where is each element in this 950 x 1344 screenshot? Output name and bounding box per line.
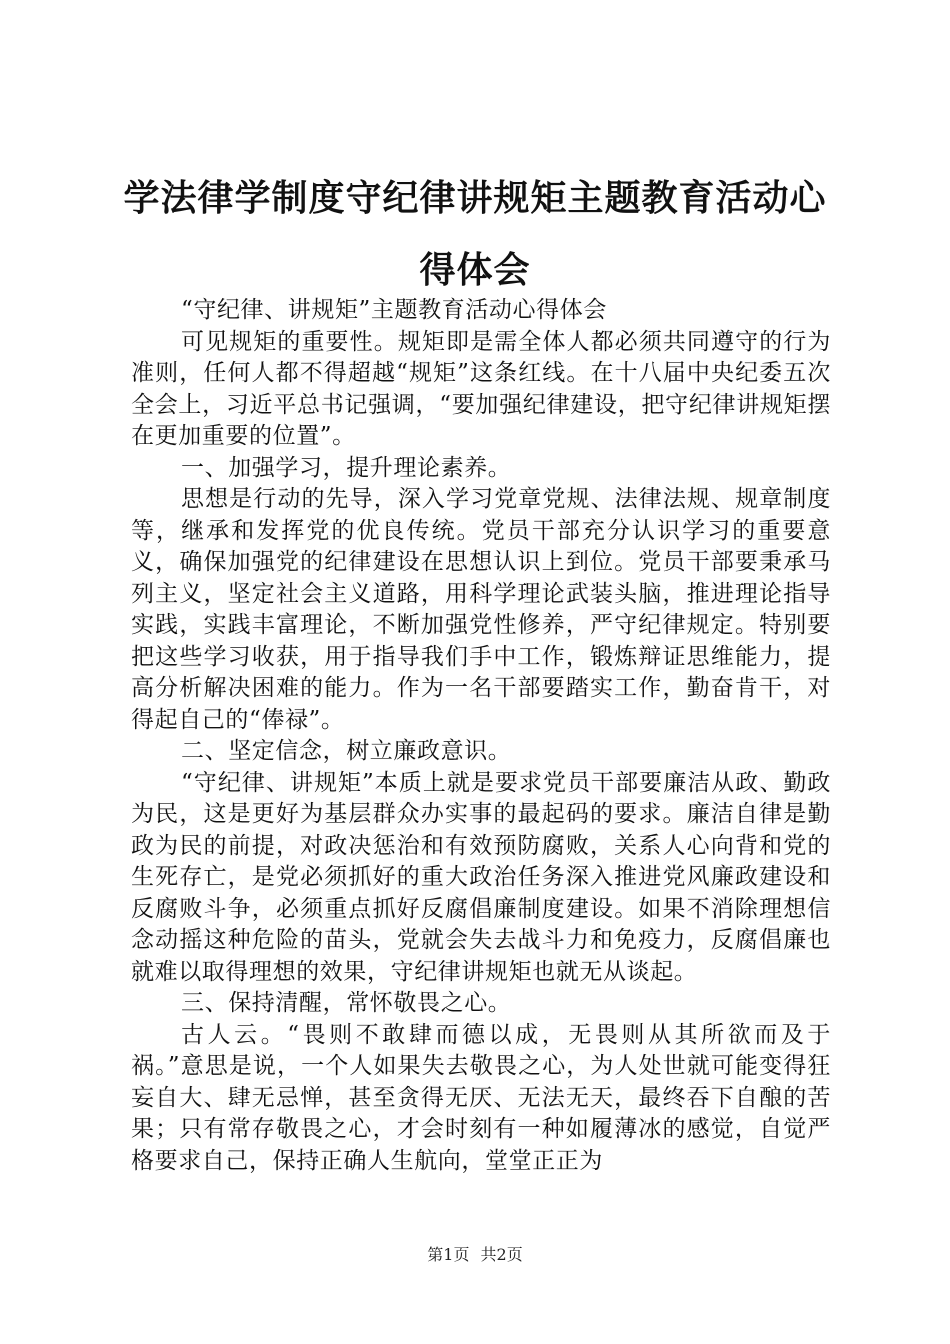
subtitle-paragraph: “守纪律、讲规矩”主题教育活动心得体会 (181, 297, 607, 323)
page-number: 第1页 (427, 1245, 470, 1264)
section-heading: 一、加强学习，提升理论素养。 (181, 454, 512, 481)
section-heading: 二、坚定信念，树立廉政意识。 (181, 738, 512, 764)
body-paragraph: “守纪律、讲规矩”本质上就是要求党员干部要廉洁从政、勤政为民，这是更好为基层群众办实事的最起码的要求。廉洁自律是勤政为民的前提，对政决惩治和有效预防腐败，关系人心向背和党的生死存亡，是党必须抓好的重大政治任务深入推进党风廉政建设和反腐败斗争，必须重点抓好反腐倡廉制度建设。如果不消除理想信念动摇这种危险的苗头，党就会失去战斗力和免疫力，反腐倡廉也就难以取得理想的效果，守纪律讲规矩也就无从谈起。 (131, 769, 831, 985)
section-heading: 三、保持清醒，常怀敬畏之心。 (181, 990, 512, 1016)
body-paragraph: 可见规矩的重要性。规矩即是需全体人都必须共同遵守的行为准则，任何人都不得超越“规矩”这条红线。在十八届中央纪委五次全会上，习近平总书记强调，“要加强纪律建设，把守纪律讲规矩摆在更加重要的位置”。 (131, 328, 831, 449)
page-total: 共2页 (480, 1245, 523, 1264)
document-body (131, 295, 831, 1177)
document-title: 学法律学制度守纪律讲规矩主题教育活动心得体会 (123, 177, 827, 291)
page-footer (0, 1245, 950, 1265)
body-paragraph: 古人云。“畏则不敢肆而德以成，无畏则从其所欲而及于祸。”意思是说，一个人如果失去敬畏之心，为人处世就可能变得狂妄自大、肆无忌惮，甚至贪得无厌、无法无天，最终吞下自酿的苦果；只有常存敬畏之心，才会时刻有一种如履薄冰的感觉，自觉严格要求自己，保持正确人生航向，堂堂正正为 (131, 1021, 831, 1174)
body-paragraph: 思想是行动的先导，深入学习党章党规、法律法规、规章制度等，继承和发挥党的优良传统。党员干部充分认识学习的重要意义，确保加强党的纪律建设在思想认识上到位。党员干部要秉承马列主义，坚定社会主义道路，用科学理论武装头脑，推进理论指导实践，实践丰富理论，不断加强党性修养，严守纪律规定。特别要把这些学习收获，用于指导我们手中工作，锻炼辩证思维能力，提高分析解决困难的能力。作为一名干部要踏实工作，勤奋肯干，对得起自己的“俸禄”。 (131, 486, 831, 733)
